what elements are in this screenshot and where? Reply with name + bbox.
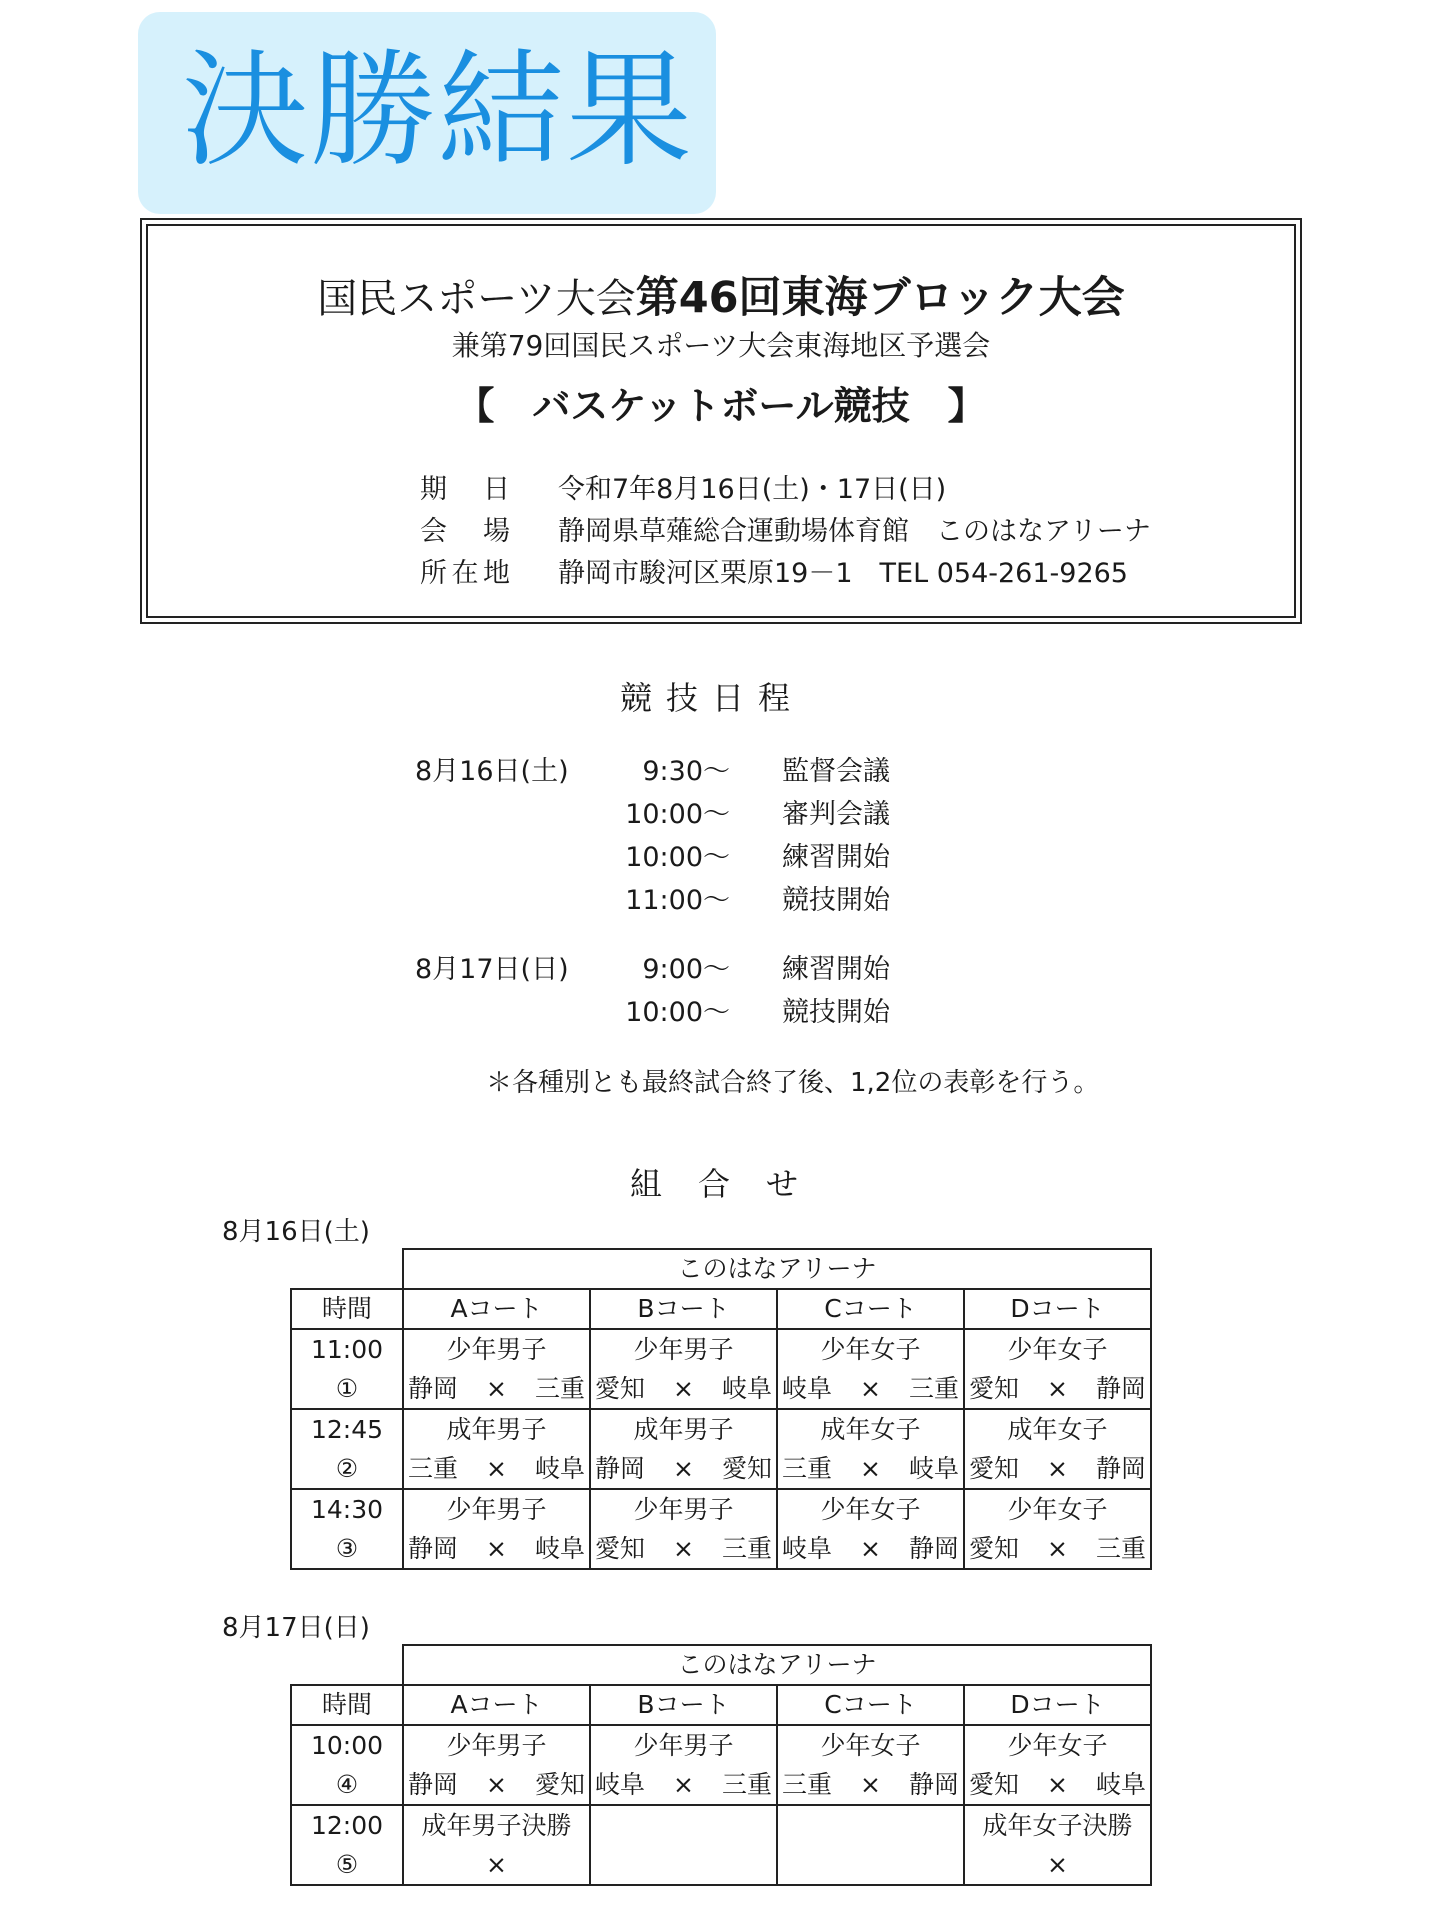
info-label-venue: 会場 [420, 516, 510, 547]
schedule-date: 8月17日(日) [415, 954, 569, 985]
slot-time: 11:00 ① [291, 1329, 403, 1409]
game-cell: 成年女子 三重 × 岐阜 [777, 1409, 964, 1489]
empty-cell [590, 1805, 777, 1885]
tournament-title: 国民スポーツ大会第46回東海ブロック大会 [317, 273, 1125, 323]
court-header: Aコート [403, 1685, 590, 1725]
empty-cell [777, 1805, 964, 1885]
game-cell: 少年男子 愛知 × 三重 [590, 1489, 777, 1569]
info-value-venue: 静岡県草薙総合運動場体育館 このはなアリーナ [558, 516, 1151, 547]
tournament-subtitle: 兼第79回国民スポーツ大会東海地区予選会 [451, 329, 991, 362]
final-cell-men: 成年男子決勝 × [403, 1805, 590, 1885]
court-header: Dコート [964, 1289, 1151, 1329]
game-cell: 少年男子 静岡 × 三重 [403, 1329, 590, 1409]
schedule-time: 9:30～ [642, 756, 730, 787]
schedule-time: 9:00～ [642, 954, 730, 985]
court-header: Dコート [964, 1685, 1151, 1725]
time-header: 時間 [291, 1289, 403, 1329]
game-cell: 成年男子 三重 × 岐阜 [403, 1409, 590, 1489]
blank-cell [291, 1645, 403, 1685]
slot-time: 12:45 ② [291, 1409, 403, 1489]
schedule-time: 10:00～ [625, 997, 730, 1028]
game-cell: 少年男子 愛知 × 岐阜 [590, 1329, 777, 1409]
game-cell: 成年女子 愛知 × 静岡 [964, 1409, 1151, 1489]
game-cell: 少年男子 静岡 × 岐阜 [403, 1489, 590, 1569]
game-cell: 少年女子 愛知 × 三重 [964, 1489, 1151, 1569]
game-cell: 少年女子 岐阜 × 三重 [777, 1329, 964, 1409]
court-header: Bコート [590, 1685, 777, 1725]
table-row [291, 1725, 1151, 1805]
time-header: 時間 [291, 1685, 403, 1725]
pairings-title: 組合せ [630, 1165, 835, 1203]
court-header: Cコート [777, 1685, 964, 1725]
table-row [291, 1805, 1151, 1885]
result-badge-text: 決勝結果 [182, 37, 694, 184]
schedule-event: 競技開始 [782, 997, 890, 1028]
game-cell: 少年女子 愛知 × 静岡 [964, 1329, 1151, 1409]
schedule-event: 練習開始 [782, 842, 890, 873]
table-row [291, 1489, 1151, 1569]
game-cell: 少年女子 岐阜 × 静岡 [777, 1489, 964, 1569]
final-cell-women: 成年女子決勝 × [964, 1805, 1151, 1885]
schedule-event: 競技開始 [782, 885, 890, 916]
court-header: Bコート [590, 1289, 777, 1329]
schedule-time: 10:00～ [625, 799, 730, 830]
awards-note: ＊各種別とも最終試合終了後、1,2位の表彰を行う。 [486, 1068, 1100, 1098]
slot-time: 12:00 ⑤ [291, 1805, 403, 1885]
schedule-time: 10:00～ [625, 842, 730, 873]
event-name: 【 バスケットボール競技 】 [456, 384, 986, 428]
schedule-event: 審判会議 [782, 799, 890, 830]
pairings-table-day1 [290, 1248, 1152, 1570]
game-cell: 少年男子 岐阜 × 三重 [590, 1725, 777, 1805]
schedule-date: 8月16日(土) [415, 756, 569, 787]
schedule-event: 監督会議 [782, 756, 890, 787]
schedule-time: 11:00～ [625, 885, 730, 916]
slot-time: 10:00 ④ [291, 1725, 403, 1805]
slot-time: 14:30 ③ [291, 1489, 403, 1569]
schedule-title: 競技日程 [620, 679, 805, 717]
table-row [291, 1329, 1151, 1409]
pairings-date-day1: 8月16日(土) [222, 1217, 370, 1247]
game-cell: 成年男子 静岡 × 愛知 [590, 1409, 777, 1489]
info-value-address: 静岡市駿河区栗原19－1 TEL 054-261-9265 [558, 558, 1128, 589]
game-cell: 少年男子 静岡 × 愛知 [403, 1725, 590, 1805]
info-label-date: 期日 [420, 474, 510, 505]
schedule-event: 練習開始 [782, 954, 890, 985]
pairings-date-day2: 8月17日(日) [222, 1613, 370, 1643]
table-row [291, 1409, 1151, 1489]
pairings-table-day2 [290, 1644, 1152, 1886]
info-label-address: 所在地 [420, 558, 510, 589]
court-header: Aコート [403, 1289, 590, 1329]
game-cell: 少年女子 愛知 × 岐阜 [964, 1725, 1151, 1805]
blank-cell [291, 1249, 403, 1289]
info-value-date: 令和7年8月16日(土)・17日(日) [558, 474, 947, 505]
court-header: Cコート [777, 1289, 964, 1329]
venue-header: このはなアリーナ [403, 1249, 1151, 1289]
game-cell: 少年女子 三重 × 静岡 [777, 1725, 964, 1805]
venue-header: このはなアリーナ [403, 1645, 1151, 1685]
